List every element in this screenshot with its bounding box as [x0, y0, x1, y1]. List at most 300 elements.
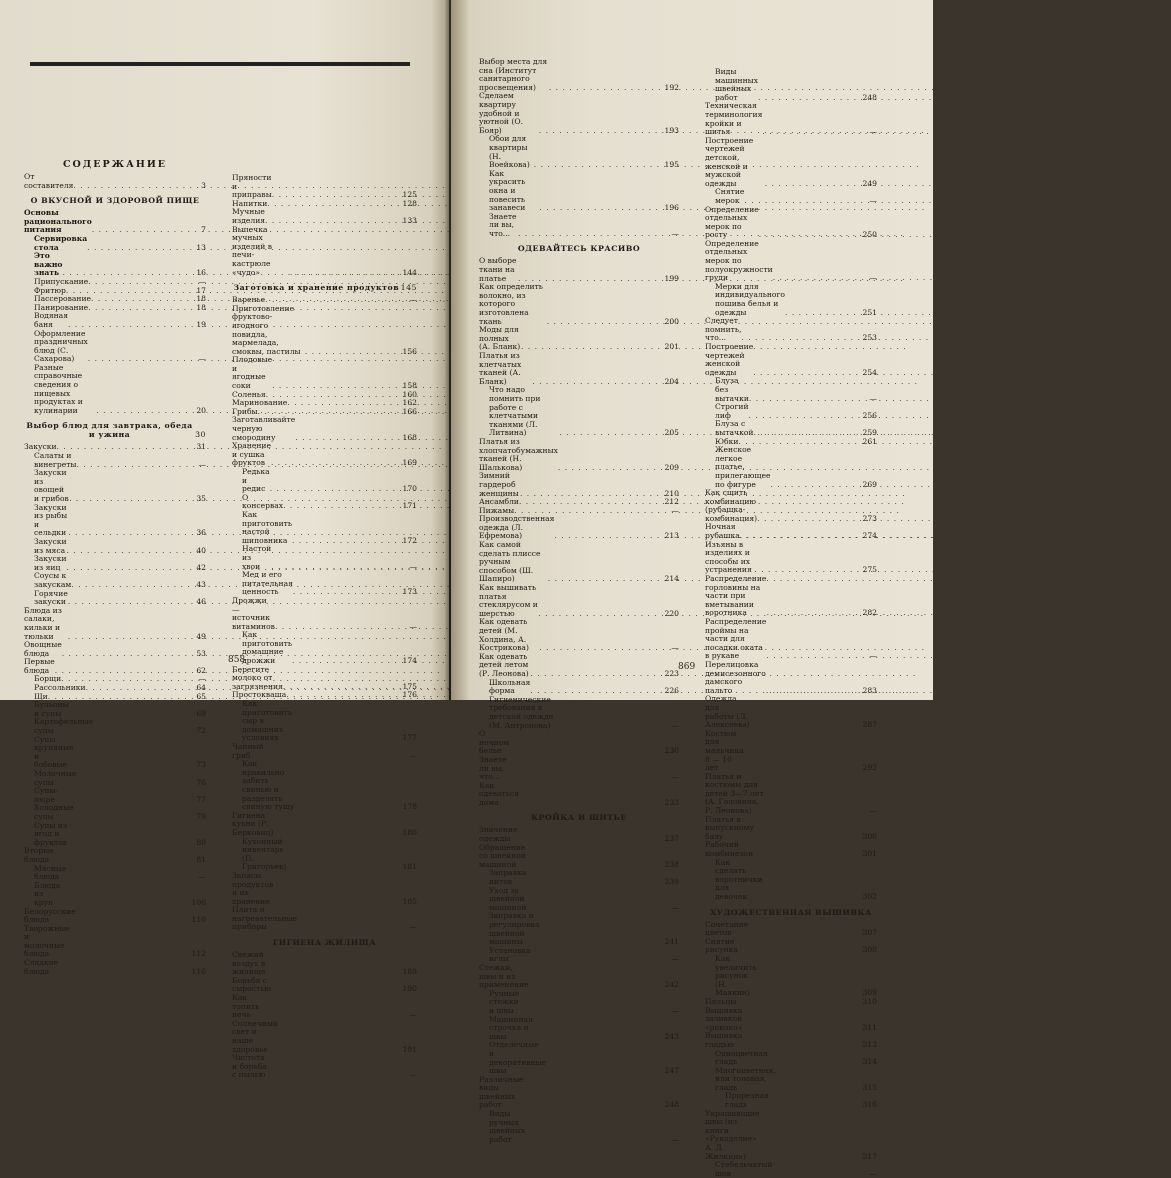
toc-entry-title: Одежда для работы (Л. Алексеева) — [705, 694, 750, 730]
toc-page-number: 220 — [664, 608, 679, 618]
leader-dots — [538, 610, 661, 619]
toc-entry-title: Различные виды швейных работ — [479, 1074, 524, 1110]
toc-entry[interactable] — [24, 847, 206, 864]
toc-entry[interactable] — [479, 92, 679, 135]
toc-entry[interactable] — [479, 990, 679, 1016]
toc-entry-title: Стебельчатый шов — [715, 1160, 773, 1178]
toc-entry[interactable] — [232, 416, 417, 442]
toc-entry[interactable] — [232, 951, 417, 977]
toc-entry[interactable] — [24, 504, 206, 538]
toc-entry[interactable] — [705, 1050, 877, 1067]
toc-entry[interactable] — [24, 209, 206, 235]
toc-entry[interactable] — [705, 575, 877, 618]
leader-dots — [267, 200, 399, 209]
leader-dots — [531, 670, 661, 679]
toc-page-number: 223 — [664, 668, 679, 678]
toc-entry-title: Как одевать детей (М. Холдина, А. Кострикова) — [479, 617, 529, 653]
leader-dots — [526, 861, 661, 870]
section-heading-text: Выбор блюд для завтрака, обеда и ужина — [26, 421, 193, 440]
toc-page-number: 176 — [402, 690, 417, 700]
toc-entry[interactable] — [479, 1110, 679, 1144]
toc-entry-title: Как топить печь — [232, 993, 260, 1020]
toc-entry[interactable] — [232, 760, 417, 812]
leader-dots — [527, 904, 661, 913]
toc-page-number: 259 — [862, 427, 877, 437]
toc-entry-title: Панирование — [34, 302, 89, 312]
toc-entry[interactable] — [24, 364, 206, 416]
toc-entry-title: Как правильно забить свинью и разделать свиную тушу — [242, 759, 295, 812]
toc-page-number: 310 — [862, 996, 877, 1006]
leader-dots — [70, 950, 188, 959]
toc-page-number: 301 — [862, 849, 877, 859]
toc-entry[interactable] — [232, 872, 417, 906]
toc-page-number: 180 — [402, 827, 417, 837]
toc-entry-title: Чайный гриб — [232, 742, 264, 760]
toc-entry-title: Редька и редис — [242, 467, 270, 494]
toc-entry-title: Украшающие швы (из книги «Рукоделие» А. Д. Жилкина) — [705, 1108, 760, 1161]
toc-entry-title: Платья и костюмы для детей 3—7 лет (А. Головина, Р. Леонова) — [705, 771, 764, 816]
toc-entry-title: Хранение и сушка фруктов — [232, 441, 271, 468]
toc-page-number: 76 — [196, 777, 206, 787]
toc-entry[interactable] — [479, 352, 679, 386]
toc-entry-title: Берегите молоко от загрязнения — [232, 664, 283, 691]
toc-entry[interactable] — [24, 822, 206, 848]
toc-entry[interactable] — [232, 994, 417, 1020]
toc-entry[interactable] — [479, 947, 679, 964]
toc-entry[interactable] — [705, 921, 877, 938]
toc-entry-title: Бульоны и супы — [34, 700, 69, 718]
toc-entry-title: Построение чертежей детской, женской и мужской одежды — [705, 135, 754, 188]
toc-page-number: 204 — [664, 376, 679, 386]
toc-entry[interactable] — [232, 511, 417, 545]
section-heading: О ВКУСНОЙ И ЗДОРОВОЙ ПИЩЕ — [30, 196, 200, 206]
left-page — [0, 0, 449, 1080]
toc-entry[interactable] — [232, 174, 417, 200]
toc-page-number: 125 — [402, 190, 417, 200]
toc-page-number: 181 — [402, 862, 417, 872]
toc-entry[interactable] — [479, 679, 679, 696]
toc-entry[interactable] — [705, 343, 877, 377]
toc-entry[interactable] — [232, 743, 417, 760]
toc-entry-title: О ночном белье — [479, 729, 510, 756]
toc-page-number: 283 — [862, 685, 877, 695]
leader-dots — [292, 537, 399, 546]
toc-page-number: 226 — [664, 686, 679, 696]
leader-dots — [58, 796, 188, 805]
toc-entry-title: Основы рационального питания — [24, 208, 92, 235]
leader-dots — [268, 1071, 399, 1080]
toc-entry[interactable] — [232, 468, 417, 494]
toc-entry[interactable] — [479, 515, 679, 541]
leader-dots — [57, 443, 188, 452]
toc-entry[interactable] — [24, 173, 206, 190]
toc-page-number: — — [671, 1134, 679, 1144]
toc-page-number: — — [198, 354, 206, 364]
toc-entry-title: Ночная рубашка — [705, 522, 740, 541]
toc-entry[interactable] — [479, 618, 679, 652]
toc-page-number: 177 — [402, 733, 417, 743]
page-title: СОДЕРЖАНИЕ — [62, 159, 168, 170]
toc-entry-title: Стежки, швы и их применение — [479, 962, 529, 990]
toc-page-number: 248 — [862, 92, 877, 102]
toc-entry[interactable] — [24, 252, 206, 278]
toc-entry[interactable] — [479, 541, 679, 584]
toc-entry-title: Супы из ягод и фруктов — [34, 820, 68, 847]
toc-entry[interactable] — [705, 1092, 877, 1109]
toc-entry[interactable] — [705, 938, 877, 955]
toc-page-number: 242 — [664, 980, 679, 990]
leader-dots — [762, 893, 859, 902]
toc-entry[interactable] — [24, 607, 206, 641]
toc-page-number: 269 — [862, 479, 877, 489]
leader-dots — [758, 94, 859, 103]
toc-entry[interactable] — [24, 235, 206, 252]
leader-dots — [742, 1024, 859, 1033]
toc-entry-title: Первые блюда — [24, 657, 55, 675]
leader-dots — [66, 873, 188, 882]
toc-entry[interactable] — [479, 887, 679, 913]
toc-entry[interactable] — [232, 226, 417, 278]
toc-page-number: — — [409, 1070, 417, 1080]
toc-page-number: 199 — [664, 273, 679, 283]
toc-entry[interactable] — [232, 812, 417, 838]
toc-entry[interactable] — [479, 135, 679, 169]
toc-entry[interactable] — [232, 838, 417, 872]
toc-entry[interactable] — [479, 826, 679, 843]
toc-entry-title: Машинная строчка и швы — [489, 1014, 533, 1041]
leader-dots — [759, 231, 859, 240]
toc-entry-title: Снятие рисунка — [705, 936, 738, 955]
toc-page-number: 7 — [201, 225, 206, 235]
toc-entry[interactable] — [24, 572, 206, 589]
toc-page-number: 158 — [402, 381, 417, 391]
toc-entry[interactable] — [705, 859, 877, 902]
toc-entry[interactable] — [705, 206, 877, 240]
toc-entry[interactable] — [705, 816, 877, 842]
toc-page-number: — — [671, 954, 679, 964]
leader-dots — [539, 127, 661, 136]
leader-dots — [556, 722, 661, 731]
leader-dots — [560, 429, 661, 438]
toc-page-number: 144 — [402, 267, 417, 277]
leader-dots — [69, 495, 188, 504]
leader-dots — [529, 1136, 661, 1145]
toc-page-number: — — [671, 505, 679, 515]
toc-entry[interactable] — [705, 1067, 877, 1093]
leader-dots — [96, 407, 188, 416]
toc-entry-title: Моды для полных (А. Бланк) — [479, 325, 521, 352]
toc-entry-title: Закуски из мяса — [34, 536, 67, 555]
toc-page-number: 239 — [664, 877, 679, 887]
toc-entry-title: Сочетание цветов — [705, 919, 749, 938]
toc-entry[interactable] — [479, 58, 679, 92]
toc-page-number: 36 — [196, 528, 206, 538]
leader-dots — [754, 833, 859, 842]
leader-dots — [772, 1170, 859, 1178]
toc-entry[interactable] — [232, 442, 417, 468]
toc-entry-title: Заправка и регулировка швейной машины — [489, 911, 540, 947]
toc-entry[interactable] — [705, 403, 877, 420]
toc-entry[interactable] — [479, 386, 679, 438]
toc-entry[interactable] — [705, 523, 877, 540]
toc-entry[interactable] — [24, 882, 206, 908]
toc-entry[interactable] — [479, 653, 679, 679]
leader-dots — [531, 955, 661, 964]
section-heading-text: Заготовка и хранение продуктов — [233, 283, 400, 293]
toc-entry[interactable] — [24, 959, 206, 976]
toc-entry[interactable] — [24, 538, 206, 555]
toc-page-number: 17 — [196, 285, 206, 295]
toc-entry-title: Молочные супы — [34, 769, 77, 787]
toc-entry[interactable] — [479, 844, 679, 870]
toc-entry[interactable] — [479, 782, 679, 808]
leader-dots — [753, 369, 859, 378]
toc-entry-title: Юбки — [715, 436, 739, 446]
toc-entry[interactable] — [232, 631, 417, 665]
toc-entry[interactable] — [705, 1110, 877, 1162]
toc-entry[interactable] — [232, 597, 417, 631]
toc-entry[interactable] — [705, 773, 877, 816]
toc-entry[interactable] — [232, 977, 417, 994]
leader-dots — [305, 348, 399, 357]
toc-entry-title: Фритюр — [34, 285, 66, 295]
toc-entry[interactable] — [24, 718, 206, 735]
toc-page-number: — — [869, 806, 877, 816]
section-heading: КРОЙКА И ШИТЬЕ — [531, 813, 627, 823]
toc-entry-title: Перелицовка демисезонного дамского пальто — [705, 659, 766, 695]
leader-dots — [273, 829, 399, 838]
toc-entry-title: Сладкие блюда — [24, 958, 59, 976]
leader-dots — [60, 899, 188, 908]
toc-entry[interactable] — [24, 701, 206, 718]
toc-entry-title: Белорусские блюда — [24, 906, 76, 925]
toc-entry[interactable] — [232, 305, 417, 357]
toc-entry-title: Виды ручных швейных работ — [489, 1109, 526, 1144]
toc-entry[interactable] — [479, 438, 679, 472]
toc-entry[interactable] — [705, 1032, 877, 1049]
toc-page-number: 192 — [664, 82, 679, 92]
toc-page-number: 53 — [196, 648, 206, 658]
toc-entry[interactable] — [24, 555, 206, 572]
toc-entry-title: Производственная одежда (Л. Ефремова) — [479, 514, 555, 541]
toc-entry-title: Напитки — [232, 198, 268, 208]
right-column-2 — [705, 68, 877, 1178]
toc-entry[interactable] — [24, 641, 206, 658]
toc-entry[interactable] — [24, 452, 206, 469]
toc-page-number: — — [671, 772, 679, 782]
leader-dots — [48, 693, 188, 702]
toc-entry-title: Зимний гардероб женщины — [479, 471, 519, 498]
leader-dots — [297, 923, 399, 932]
leader-dots — [74, 813, 188, 822]
toc-entry[interactable] — [232, 571, 417, 597]
toc-page-number: 300 — [862, 831, 877, 841]
toc-page-number: 193 — [664, 125, 679, 135]
right-page — [451, 0, 933, 1178]
toc-entry[interactable] — [24, 908, 206, 925]
toc-entry[interactable] — [705, 841, 877, 858]
toc-page-number: 178 — [402, 802, 417, 812]
toc-entry-title: Борщи — [34, 674, 62, 684]
toc-entry[interactable] — [705, 68, 877, 102]
toc-entry[interactable] — [705, 661, 877, 695]
leader-dots — [71, 581, 188, 590]
toc-page-number: 256 — [862, 410, 877, 420]
toc-entry-title: Сделаем квартиру удобной и уютной (О. Бояр) — [479, 91, 523, 135]
toc-entry[interactable] — [479, 1016, 679, 1042]
leader-dots — [748, 929, 859, 938]
toc-page-number: 65 — [196, 691, 206, 701]
toc-entry-title: Как определить волокно, из которого изготовлена ткань — [479, 282, 543, 326]
toc-entry[interactable] — [479, 912, 679, 946]
toc-entry[interactable] — [24, 658, 206, 675]
toc-entry[interactable] — [479, 472, 679, 498]
leader-dots — [765, 180, 859, 189]
toc-entry[interactable] — [479, 696, 679, 730]
toc-entry[interactable] — [24, 736, 206, 770]
toc-entry[interactable] — [232, 906, 417, 932]
toc-entry[interactable] — [232, 356, 417, 390]
toc-entry[interactable] — [232, 494, 417, 511]
toc-entry[interactable] — [479, 730, 679, 756]
leader-dots — [67, 564, 188, 573]
toc-entry[interactable] — [232, 700, 417, 743]
toc-page-number: 261 — [862, 436, 877, 446]
toc-entry[interactable] — [24, 787, 206, 804]
toc-entry[interactable] — [705, 188, 877, 205]
toc-entry[interactable] — [24, 865, 206, 882]
toc-entry-title: Как самой сделать плиссе ручным способом (Ш. Шапиро) — [479, 540, 541, 584]
toc-entry-title: Борьба с сыростью — [232, 975, 271, 994]
toc-entry[interactable] — [232, 208, 417, 225]
toc-entry[interactable] — [479, 869, 679, 886]
toc-entry[interactable] — [232, 545, 417, 571]
toc-page-number: 49 — [196, 631, 206, 641]
section-heading: ХУДОЖЕСТВЕННАЯ ВЫШИВКА — [710, 907, 872, 917]
toc-entry[interactable] — [479, 964, 679, 990]
toc-entry[interactable] — [24, 469, 206, 503]
toc-entry-title: Запасы продуктов и их хранение — [232, 870, 274, 906]
toc-page-number: 212 — [664, 497, 679, 507]
leader-dots — [271, 459, 399, 468]
leader-dots — [67, 547, 188, 556]
toc-entry-title: Прорезная гладь — [725, 1091, 769, 1110]
toc-entry[interactable] — [24, 804, 206, 821]
toc-page-number: 313 — [862, 1039, 877, 1049]
toc-entry[interactable] — [705, 730, 877, 773]
toc-page-number: — — [409, 621, 417, 631]
section-heading: ОДЕВАЙТЕСЬ КРАСИВО — [517, 244, 641, 254]
toc-entry-title: Солнечный свет и наше здоровье — [232, 1018, 278, 1054]
toc-entry[interactable] — [479, 283, 679, 326]
toc-entry-title: Оформление праздничных блюд (С. Сахарова) — [34, 328, 88, 364]
toc-entry-title: Мучные изделия — [232, 207, 266, 225]
toc-page-number: 174 — [402, 656, 417, 666]
toc-page-number: — — [869, 393, 877, 403]
toc-entry[interactable] — [705, 489, 877, 523]
toc-entry-title: Как вышивать платья стеклярусом и шерстью — [479, 583, 538, 618]
toc-page-number: 237 — [664, 834, 679, 844]
toc-entry[interactable] — [705, 618, 877, 661]
leader-dots — [762, 128, 859, 137]
toc-entry[interactable] — [24, 590, 206, 607]
toc-entry[interactable] — [479, 213, 679, 239]
leader-dots — [539, 204, 661, 213]
toc-entry-title: Закуски — [24, 442, 57, 452]
toc-entry[interactable] — [232, 1054, 417, 1080]
toc-page-number: 77 — [196, 794, 206, 804]
leader-dots — [74, 761, 188, 770]
toc-entry[interactable] — [24, 312, 206, 329]
toc-entry[interactable] — [479, 170, 679, 213]
toc-page-number: 190 — [402, 984, 417, 994]
toc-entry[interactable] — [705, 137, 877, 189]
leader-dots — [768, 1058, 859, 1067]
toc-entry[interactable] — [705, 955, 877, 998]
toc-entry[interactable] — [705, 1161, 877, 1178]
toc-entry[interactable] — [479, 326, 679, 352]
toc-entry[interactable] — [24, 770, 206, 787]
toc-entry-title: Женское легкое платье, прилегающее по фигуре — [715, 445, 771, 489]
toc-page-number: 316 — [862, 1100, 877, 1110]
leader-dots — [744, 197, 859, 206]
leader-dots — [776, 1084, 859, 1093]
toc-entry[interactable] — [705, 541, 877, 575]
toc-entry[interactable] — [705, 283, 877, 317]
toc-entry-title: Техническая терминология кройки и шитья — [705, 101, 763, 137]
toc-page-number: 230 — [664, 746, 679, 756]
toc-entry[interactable] — [479, 584, 679, 618]
toc-entry[interactable] — [232, 691, 417, 700]
toc-entry[interactable] — [24, 330, 206, 364]
toc-entry[interactable] — [705, 102, 877, 136]
toc-entry[interactable] — [479, 756, 679, 782]
page-number-right: 869 — [678, 662, 696, 672]
toc-entry-title: Пижамы — [479, 505, 515, 515]
leader-dots — [763, 1153, 859, 1162]
toc-page-number: — — [409, 750, 417, 760]
toc-entry[interactable] — [705, 377, 877, 403]
toc-entry[interactable] — [705, 446, 877, 489]
toc-entry[interactable] — [705, 1007, 877, 1033]
toc-entry-title: Как увеличить рисунок (Н. Маякин) — [715, 953, 757, 998]
toc-entry-title: Следует помнить, что... — [705, 316, 742, 343]
toc-entry[interactable] — [232, 1020, 417, 1054]
toc-entry-title: Приготовление фруктово-ягодного повидла, мармелада, смоквы, пастилы — [232, 303, 301, 356]
section-page-number: 30 — [195, 430, 206, 440]
toc-page-number: 292 — [862, 763, 877, 773]
leader-dots — [286, 691, 399, 700]
toc-entry[interactable] — [24, 925, 206, 959]
leader-dots — [766, 687, 859, 696]
toc-page-number: 16 — [196, 268, 206, 278]
toc-entry[interactable] — [705, 317, 877, 343]
leader-dots — [525, 1101, 661, 1110]
toc-entry[interactable] — [479, 1076, 679, 1110]
toc-entry[interactable] — [479, 1041, 679, 1075]
toc-entry[interactable] — [705, 420, 877, 437]
toc-entry-title: Соленья — [232, 389, 266, 399]
toc-page-number: 172 — [402, 535, 417, 545]
leader-dots — [300, 803, 399, 812]
toc-entry[interactable] — [705, 240, 877, 283]
toc-entry[interactable] — [479, 257, 679, 283]
toc-entry[interactable] — [705, 695, 877, 729]
toc-entry-title: Школьная форма — [489, 677, 531, 696]
toc-entry[interactable] — [232, 666, 417, 692]
toc-entry-title: Гигиенические требования к детской одежде (М. Антропова) — [489, 694, 554, 730]
toc-page-number: 249 — [862, 178, 877, 188]
